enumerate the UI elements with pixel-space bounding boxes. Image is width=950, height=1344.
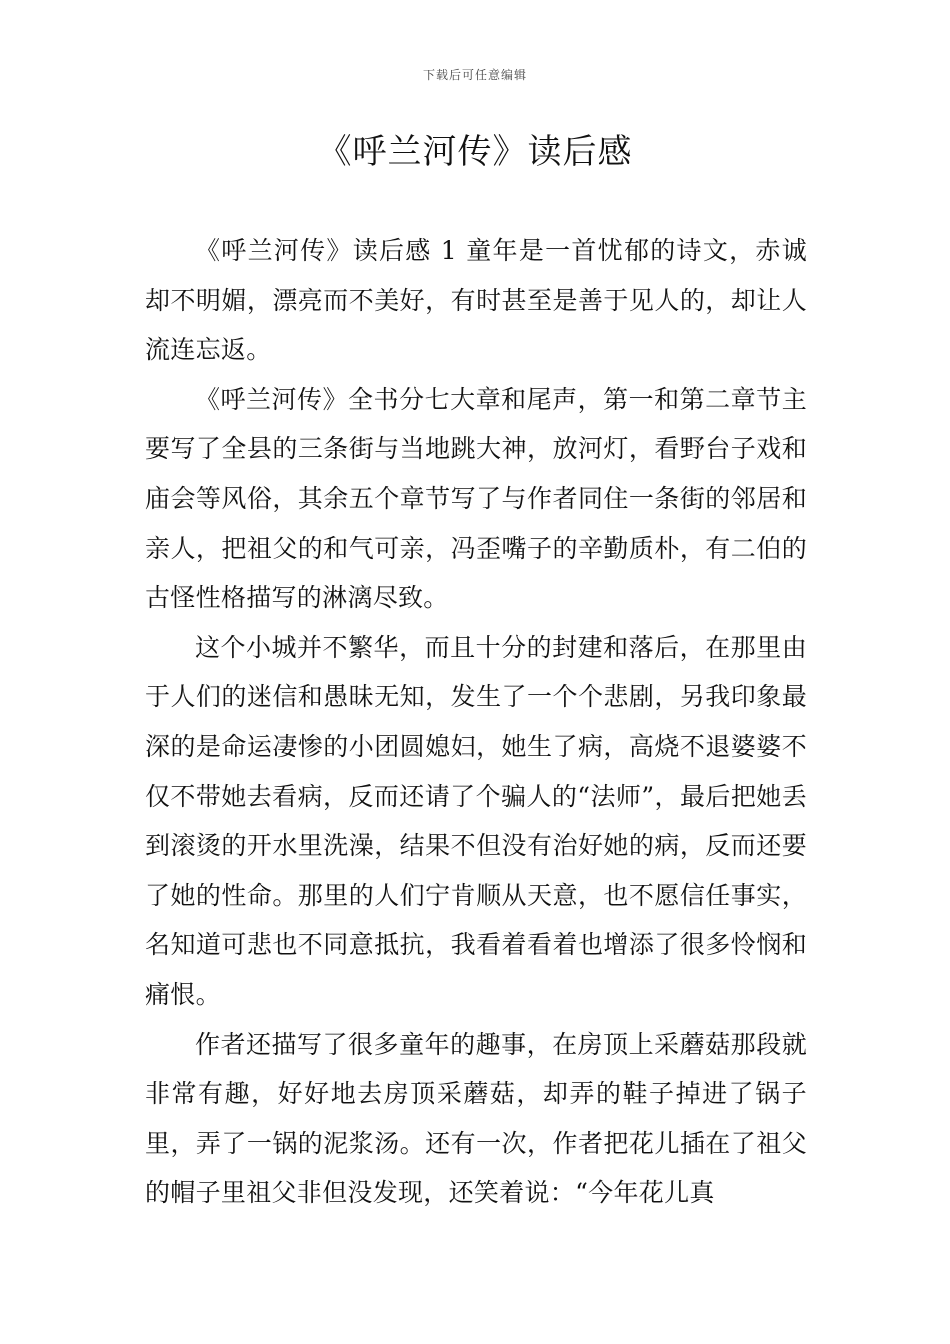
document-body <box>145 226 807 1218</box>
header-note: 下载后可任意编辑 <box>422 68 527 82</box>
paragraph: 作者还描写了很多童年的趣事，在房顶上采蘑菇那段就非常有趣，好好地去房顶采蘑菇，却弄的鞋子掉进了锅子里，弄了一锅的泥浆汤。还有一次，作者把花儿插在了祖父的帽子里祖父非但没发现，还笑着说：“今年花儿真 <box>145 1029 807 1208</box>
paragraph: 《呼兰河传》读后感 1 童年是一首忧郁的诗文，赤诚却不明媚，漂亮而不美好，有时甚至是善于见人的，却让人流连忘返。 <box>145 236 807 365</box>
document-title: 《呼兰河传》读后感 <box>317 132 633 172</box>
paragraph: 这个小城并不繁华，而且十分的封建和落后，在那里由于人们的迷信和愚昧无知，发生了一个个悲剧，另我印象最深的是命运凄惨的小团圆媳妇，她生了病，高烧不退婆婆不仅不带她去看病，反而还请了个骗人的“法师”，最后把她丢到滚烫的开水里洗澡，结果不但没有治好她的病，反而还要了她的性命。那里的人们宁肯顺从天意，也不愿信任事实，名知道可悲也不同意抵抗，我看着看着也增添了很多怜悯和痛恨。 <box>145 632 807 1009</box>
paragraph: 《呼兰河传》全书分七大章和尾声，第一和第二章节主要写了全县的三条街与当地跳大神，放河灯，看野台子戏和庙会等风俗，其余五个章节写了与作者同住一条街的邻居和亲人，把祖父的和气可亲，冯歪嘴子的辛勤质朴，有二伯的古怪性格描写的淋漓尽致。 <box>145 384 807 613</box>
